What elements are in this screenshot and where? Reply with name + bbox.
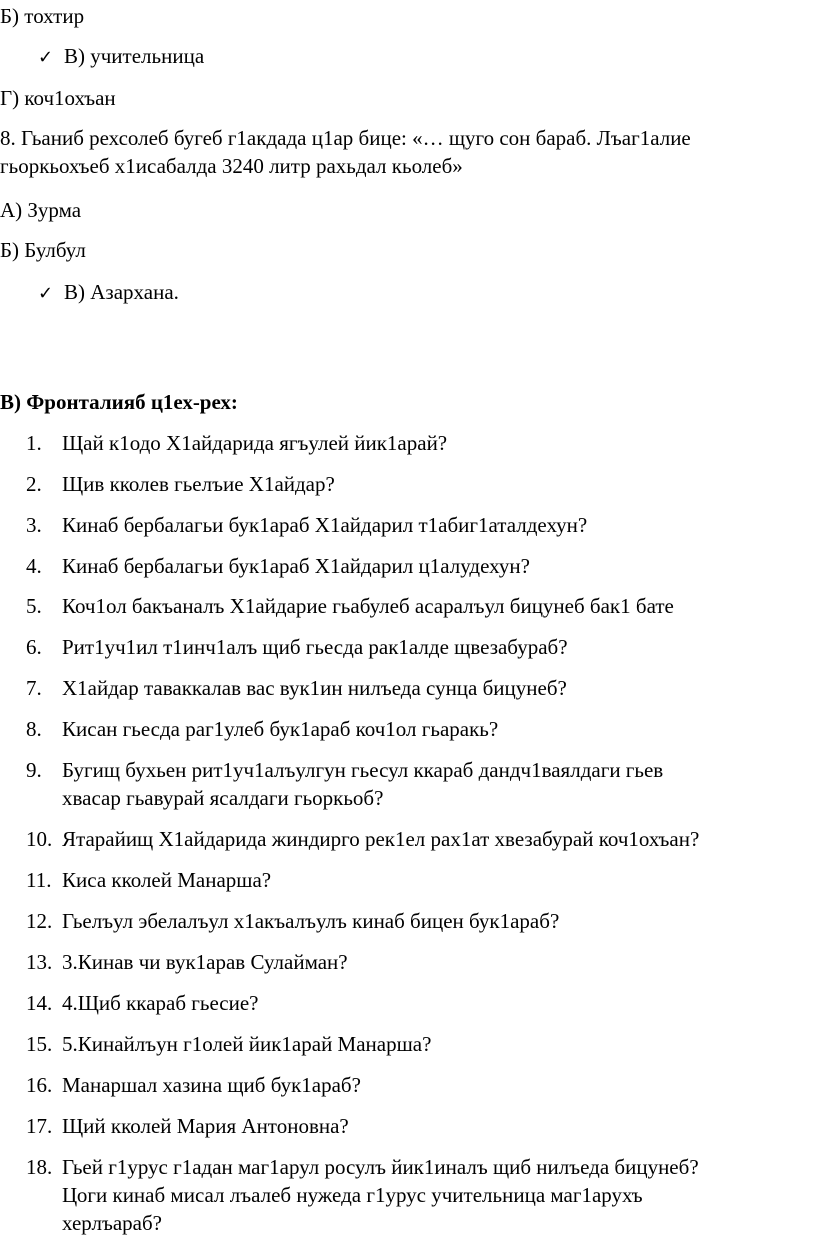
section-heading: В) Фронталияб ц1ех-рех: <box>0 390 238 414</box>
question-text-continued: Цоги кинаб мисал лъалеб нужеда г1урус учительница маг1арухъ <box>62 1183 643 1207</box>
question-text: Киса кколей Манарша? <box>62 868 272 892</box>
question-number: 8. <box>26 717 42 741</box>
option-v-checked-line <box>38 42 204 72</box>
question-8-line-2: гьоркьохъеб х1исабалда 3240 литр рахьдал кьолеб» <box>0 154 463 178</box>
option-b-line: Б) тохтир <box>0 4 85 28</box>
question-8-line-1: 8. Гьаниб рехсолеб бугеб г1акдада ц1ар бице: «… щуго сон бараб. Лъаг1алие <box>0 126 691 150</box>
question-text-continued: хвасар гьавурай ясалдаги гьоркьоб? <box>62 786 384 810</box>
question-number: 14. <box>26 991 53 1015</box>
question-number: 12. <box>26 909 53 933</box>
option-v-text: В) учительница <box>64 44 205 68</box>
question-text: Гьей г1урус г1адан маг1арул росулъ йик1иналъ щиб нилъеда бицунеб? <box>62 1155 699 1179</box>
question-number: 17. <box>26 1114 53 1138</box>
question-number: 4. <box>26 554 42 578</box>
checkmark-icon: ✓ <box>38 283 54 304</box>
question-text: Кисан гьесда раг1улеб бук1араб коч1ол гьаракь? <box>62 717 499 741</box>
question-text: Кинаб бербалагьи бук1араб Х1айдарил т1абиг1аталдехун? <box>62 513 588 537</box>
question-text: Рит1уч1ил т1инч1алъ щиб гьесда рак1алде щвезабураб? <box>62 635 568 659</box>
question-text: Бугищ бухьен рит1уч1алъулгун гьесул ккараб дандч1ваялдаги гьев <box>62 758 664 782</box>
question-text: Гьелъул эбелалъул х1акъалъулъ кинаб бицен бук1араб? <box>62 909 560 933</box>
question-number: 3. <box>26 513 42 537</box>
question-number: 9. <box>26 758 42 782</box>
question-number: 7. <box>26 676 42 700</box>
option-g-line: Г) коч1охъан <box>0 86 116 110</box>
question-text: 4.Щиб ккараб гьесие? <box>62 991 259 1015</box>
question-text: Манаршал хазина щиб бук1араб? <box>62 1073 361 1097</box>
question-number: 11. <box>26 868 52 892</box>
q8-option-v-checked-line <box>38 278 179 308</box>
checkmark-icon: ✓ <box>38 47 54 68</box>
question-text-continued: херлъараб? <box>62 1211 163 1235</box>
question-text: Ятарайищ Х1айдарида жиндирго рек1ел рах1ат хвезабурай коч1охъан? <box>62 827 700 851</box>
question-number: 6. <box>26 635 42 659</box>
q8-option-b: Б) Булбул <box>0 238 86 262</box>
question-text: Щий кколей Мария Антоновна? <box>62 1114 349 1138</box>
question-number: 15. <box>26 1032 53 1056</box>
question-text: Щай к1одо Х1айдарида ягъулей йик1арай? <box>62 431 448 455</box>
question-text: Х1айдар таваккалав вас вук1ин нилъеда сунца бицунеб? <box>62 676 567 700</box>
question-text: Щив кколев гьелъие Х1айдар? <box>62 472 335 496</box>
question-text: 3.Кинав чи вук1арав Сулайман? <box>62 950 348 974</box>
q8-option-a: А) Зурма <box>0 198 82 222</box>
question-text: Коч1ол бакъаналъ Х1айдарие гьабулеб асаралъул бицунеб бак1 бате <box>62 594 674 618</box>
question-number: 2. <box>26 472 42 496</box>
question-number: 10. <box>26 827 53 851</box>
question-number: 13. <box>26 950 53 974</box>
question-number: 18. <box>26 1155 53 1179</box>
question-number: 16. <box>26 1073 53 1097</box>
question-number: 5. <box>26 594 42 618</box>
question-text: Кинаб бербалагьи бук1араб Х1айдарил ц1алудехун? <box>62 554 530 578</box>
q8-option-v-text: В) Азархана. <box>64 280 179 304</box>
question-number: 1. <box>26 431 42 455</box>
question-text: 5.Кинайлъун г1олей йик1арай Манарша? <box>62 1032 432 1056</box>
